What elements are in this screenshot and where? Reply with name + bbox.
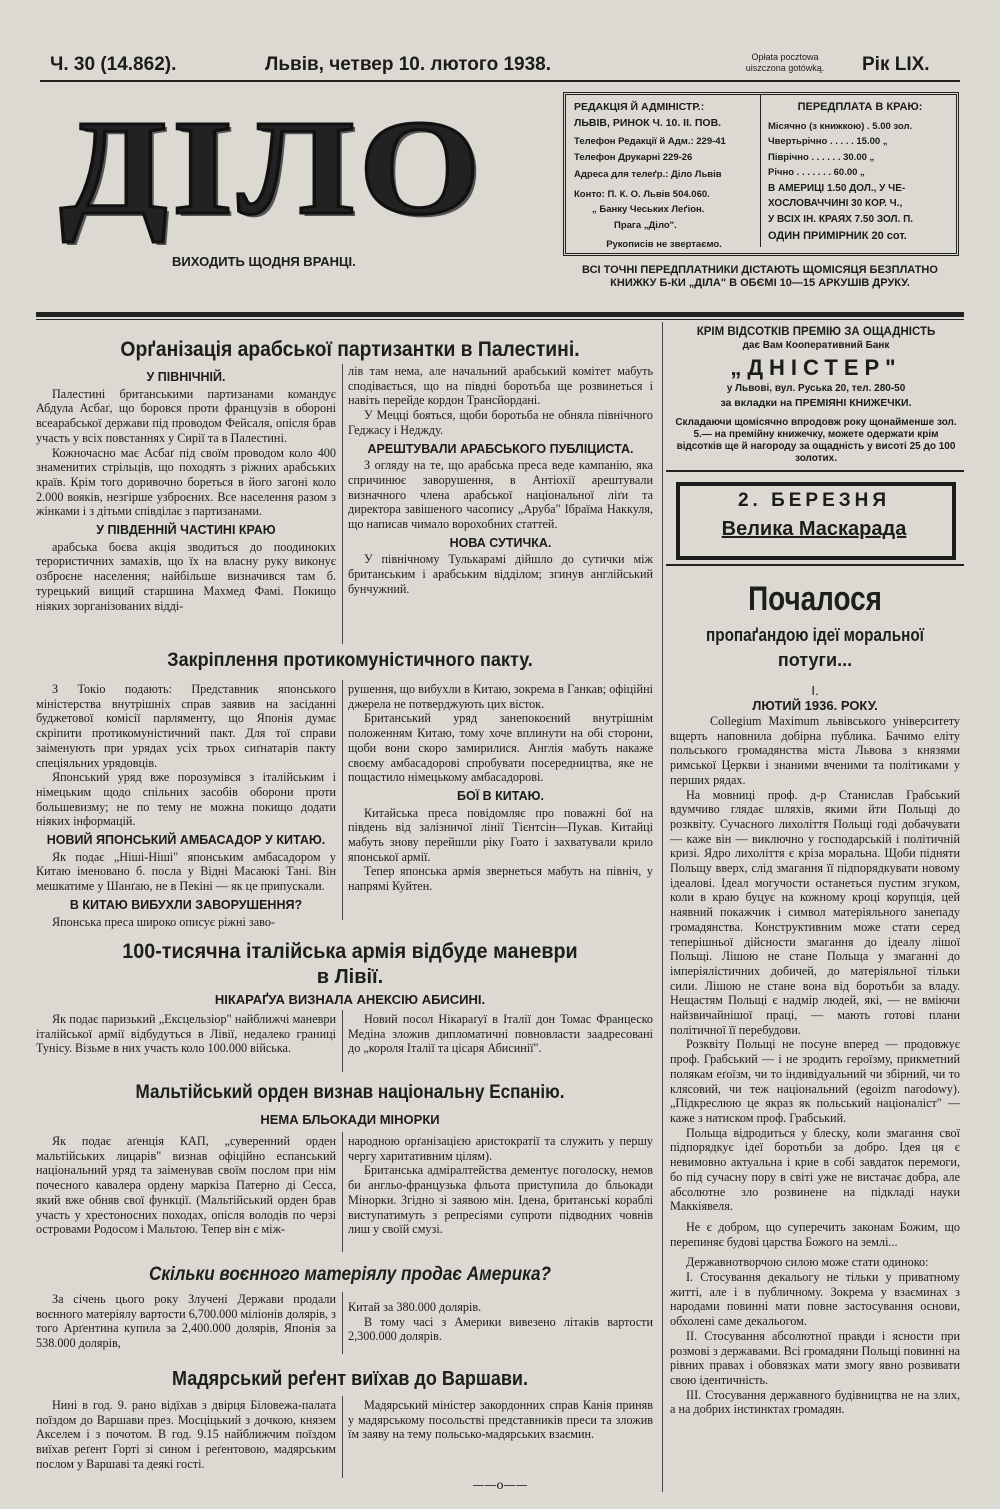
article-headline: 100-тисячна італійська армія відбуде маневри [122,940,578,963]
article-column: рушення, що вибухли в Китаю, зокрема в Ганкав; офіційні джерела не потверджують цих вісток. Британський уряд занепокоєний внутрішнім положенням Китаю, тому хоче вплинути на обі сторони, щоби вони скоро замирилися. Англія мабуть накаже своєму амбасадорові спробувати посередництва, яке не пощастило німецькому амбасадорові. БОЇ В КИТАЮ. Китайська преса повідомляє про поважні бої на південь від залізничої лінії Тієнтсін—Пукав. Китайці мабуть знову перейшли ріку Гоато і захватували крило японської армії. Тепер японська армія звернеться мабуть на північ, у напрямі Куйтен. [348,682,653,894]
article-column: лів там нема, але начальний арабський комітет мабуть сподівається, що на півдні боротьба ще розвинеться і навіть перейде кордон Трансйордані. У Мецці бояться, щоби боротьба не обняла північного Геджасу і Неджду. АРЕШТУВАЛИ АРАБСЬКОГО ПУБЛІЦИСТА. З огляду на те, що арабська преса веде кампанію, яка спричинює заворушення, в Антіохії арештували визначного члена арабської національної ліґи та директора завішеного часопису „Аруба" Ібраїма Наккуля, що написав чимало ворохобних статтей. НОВА СУТИЧКА. У північному Тулькарамі дійшло до сутички між британським і арабським відділом; згинув англійський бунчужний. [348,364,653,596]
issue-number: Ч. 30 (14.862). [50,54,177,75]
article-column: Як подає аґенція КАП, „суверенний орден мальтійських лицарів" визнав офіційно еспанський національний уряд та заіменував своїм послом при нім почесного кавалера ордену маркіза Патерно ді Сесса, який вже обняв свої функції. (Мальтійський орден брав участь у хрестоносних походах, опісля володів по черзі островами Родосом і Мальтою. Тепер він є між- [36,1134,336,1237]
article-headline: Орґанізація арабської партизантки в Палестині. [120,338,580,361]
article-column: У ПІВНІЧНІЙ. Палестині британськими партизанами командує Абдула Асбаґ, що боровся проти французів в обороні всеарабської держави під проводом Фейсаля, опісля брав участь у всіх повстаннях у Сирії та в Палестині. Кожночасно має Асбаґ під своїм проводом коло 400 знаменитих стрільців, що походять з ріжних арабських країв. Крім того доривочно бореться в його загоні коло 2.000 вояків, незгірше узброєних. Все населення разом з жінками і з дітьми співділає з партизанами. У ПІВДЕННІЙ ЧАСТИНІ КРАЮ арабська боєва акція зводиться до поодиноких терористичних замахів, що їх на власну руку виконує озброєне населення; найбільше визначився там б. турецький вищий старшина Махмед Фамі. Покищо ніяких зорганізованих відді- [36,370,336,613]
article-headline: Мальтійський орден визнав національну Еспанію. [135,1082,565,1103]
masthead-title: ДІЛО [60,93,486,243]
masthead-rule-thin [36,319,964,320]
article-column: Нині в год. 9. рано відїхав з двірця Біловежа-палата поїздом до Варшави през. Мосціцький з дочкою, князем Акселем і з почотом. В год. 9.15 найближчим поїздом виїхав реґент Горті зі сином і реґентовою, мадярським послом у Варшаві та деякі гості. [36,1398,336,1471]
bank-advertisement: КРІМ ВІДСОТКІВ ПРЕМІЮ ЗА ОЩАДНІСТЬ дає Вам Кооперативний Банк „ДНІСТЕР" у Львові, вул. Руська 20, тел. 280-50 за вкладки на ПРЕМІЯНІ КНИЖЕЧКИ. Складаючи щомісячно впродовж року щонайменше зол. 5.— на премійну книжечку, можете одержати крім відсотків ще й нагороду за ощадність у висоті 25 до 100 золотих. [675,326,957,464]
masthead-rule [36,312,964,317]
article-column: народною орґанізацією аристократії та служить у першу чергу харитативним цілям). Британська адміралтейства дементує поголоску, немов би англьо-французька фльота приступила до бльокади Мінорки. Згідно зі заявою мін. Ідена, британські кораблі виступатимуть з репресіями супроти підводних човнів лиш у своїй смузі. [348,1134,653,1237]
masquerade-event: Велика Маскарада [721,518,907,540]
article-column: За січень цього року Злучені Держави продали воєнного матеріялу вартости 6,700.000 міліонів долярів, з того Арґентина купила за 2,400.000 долярів, Японія за 538.000 долярів, [36,1292,336,1351]
feature-column: Collegium Maximum львівського університету вщерть наповнила добірна публика. Бачимо еліту польського громадянства міста Львова з князями римської Церкви і знаними вченими та політиками у перших рядах. На мовниці проф. д-р Станислав Грабський вдумчиво глядає шляхів, якими йти Польщі до розквіту. Сучасного лихоліття Польщі годі добачувати — каже він — виключно у господарській і політичній кризі. Ядро лихоліття є кріза моральна. Щоби підняти Польщу вверх, слід змагання її підпорядкувати новому ідеалові. Ідеал могучости останеться пустим згуком, коли в краю буцує на кожному кроці корупція, цей наявний покажчик і символ матеріяльного занепаду громадянства. Конструктивним може стати серед теперішньої дійсности змагання до ідеалу лішої Польщі. Лішою не стане Польща у змаганні до імперіялістичних добичей, до матеріяльної тільки сили. Лішою не стане вона від боротьби за владу. Нещастям Польщі є надмір людей, які, — не вміючи найзвичайнішої праці, — мають готові плани політичної її перебудови. Розквіту Польщі не посуне вперед — продовжує проф. Грабський — і не зродить героїзму, прикметний полякам еґоїзм, чи то індивідуальний чи збірний, чи то клясовий, чи теж національний (egoizm narodowy). „Підкреслюю це якраз як польський націоналіст" — каже з натиском проф. Грабський. Польща відродиться у блеску, коли змагання свої підпорядкує ідеї боротьби за добро. Ідея ця є невимовно актуальна і крие в собі завдаток перемоги, бо під сучасну пору в світі уже не вистачає добра, але абсолютне зло розвинене на підкладі науки Маккіявеля. Не є добром, що суперечить законам Божим, що перепиняє будові царства Божого на землі... Державнотворчою силою може стати одиноко: I. Стосування декальогу не тільки у приватному житті, але і в публичному. Зокрема у взаєминах з народами повинні мати повне застосування основи, обхолені саме декальогом. II. Стосування абсолютної правди і ясности при розмові з державами. Всі громадяни Польщі повинні на рівних правах і обовязках мати змогу явно розвивати свою ідентичність. III. Стосування державного будівництва не на злих, а на добрих інстинктах громадян. [670,714,960,1417]
tagline: ВИХОДИТЬ ЩОДНЯ ВРАНЦІ. [172,254,356,269]
feature-subheadline: потуги... [777,650,853,670]
article-headline: Мадярський реґент виїхав до Варшави. [172,1368,528,1390]
column-divider [662,322,663,1492]
dateline: Львів, четвер 10. лютого 1938. [265,54,552,75]
feature-headline: Почалося [748,580,882,618]
top-rule [40,80,960,82]
article-column: Новий посол Нікараґуї в Італії дон Томас Францеско Медіна зложив дипломатичні повновласти заадресовані до „короля Італії та цісаря Абисинії". [348,1012,653,1056]
end-mark: ——o—— [472,1478,528,1492]
article-column: Китай за 380.000 долярів. В тому часі з Америки вивезено літаків вартости 2,300.000 долярів. [348,1300,653,1344]
article-column: Мадярський міністер закордонних справ Канія приняв у мадярському посольстві представників преси та зложив їм заяву на тему польсько-мадярських взаємин. [348,1398,653,1442]
article-subhead: НІКАРАҐУА ВИЗНАЛА АНЕКСІЮ АБИСИНІ. [214,992,486,1007]
article-column: Як подає паризький „Ексцельзіор" найближчі маневри італійської армії відбудуться в Лівії, недалеко границі Тунісу. Візьме в них участь коло 100.000 війська. [36,1012,336,1056]
article-subhead: НЕМА БЛЬОКАДИ МІНОРКИ [260,1112,440,1127]
year-label: Рік LIX. [862,54,930,75]
feature-section: I. [811,683,819,698]
article-headline: Закріплення протикомуністичного пакту. [167,650,533,671]
subscription-info: ПЕРЕДПЛАТА В КРАЮ: Місячно (з книжкою) . 5.00 зол. Чвертьрічно . . . . . 15.00 „ Піврічно . . . . . . 30.00 „ Річно . . . . . . . 60.00 „ В АМЕРИЦІ 1.50 ДОЛ., У ЧЕ- ХОСЛОВАЧЧИНІ 30 КОР. Ч., У ВСІХ ІН. КРАЯХ 7.50 ЗОЛ. П. ОДИН ПРИМІРНИК 20 сот. [768,101,923,242]
article-headline-cont: в Лівії. [316,966,384,988]
masquerade-date: 2. БЕРЕЗНЯ [737,490,891,511]
editorial-info: РЕДАКЦІЯ Й АДМІНІСТР.: ЛЬВІВ, РИНОК Ч. 10. II. ПОВ. Телефон Редакції й Адм.: 229-41 Телефон Друкарні 229-26 Адреса для телеґр.: Діло Львів Конто: П. К. О. Львів 504.060. „ Банку Чеських Леґіон. Прага „Діло". Рукописів не звертаємо. [574,101,726,250]
article-column: З Токіо подають: Представник японського міністерства внутрішніх справ заявив на засіданні буджетової комісії парляменту, що Японія думає скріпити протикомуністичний пакт. Для тої справи заіменують при урядах усіх трьох сиґнатарів пакту спеціяльних урядовців. Японський уряд вже порозумівся з італійським і німецьким щодо спільних засобів оборони проти большевизму; не по тему не можна покищо додати ніяких інформацій. НОВИЙ ЯПОНСЬКИЙ АМБАСАДОР У КИТАЮ. Як подає „Ніші-Ніші" японським амбасадором у Китаю іменовано б. посла у Відні Масаюкі Тані. Він мешкатиме у Шанґаю, не в Пекіні — як це припускали. В КИТАЮ ВИБУХЛИ ЗАВОРУШЕННЯ? Японська преса широко описує ріжні заво- [36,682,336,929]
info-box-divider [760,95,761,247]
feature-dateline: ЛЮТИЙ 1936. РОКУ. [752,698,878,713]
subscriber-notice: ВСІ ТОЧНІ ПЕРЕДПЛАТНИКИ ДІСТАЮТЬ ЩОМІСЯЦЯ БЕЗПЛАТНО КНИЖКУ Б-КИ „ДІЛА" В ОБЄМІ 10—15 АРКУШІВ ДРУКУ. [582,264,938,289]
feature-subheadline: пропаґандою ідеї моральної [705,625,924,645]
article-headline: Скільки воєнного матеріялу продає Америка? [148,1264,552,1285]
postage-note: Opłata pocztowa uiszczona gotówką. [745,52,825,73]
